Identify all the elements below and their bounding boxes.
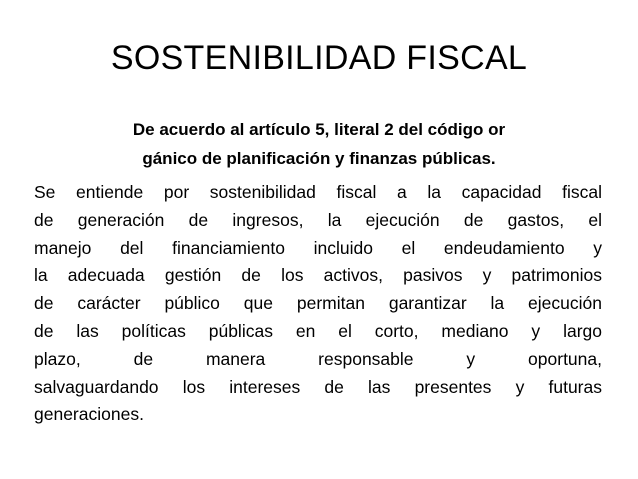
body-line: generaciones. (34, 404, 144, 425)
body-line: plazo, de manera responsable y oportuna, (34, 348, 602, 369)
body-line: de las políticas públicas en el corto, mediano y largo (34, 320, 602, 341)
body-line: manejo del financiamiento incluido el endeudamiento y (34, 237, 602, 258)
subtitle-line: De acuerdo al artículo 5, literal 2 del código or (132, 120, 506, 139)
body-line: de carácter público que permitan garantizar la ejecución (34, 293, 602, 314)
body-line: salvaguardando los intereses de las presentes y futuras (34, 376, 602, 397)
body-paragraph (34, 179, 602, 429)
subtitle-line: gánico de planificación y finanzas públicas. (142, 149, 496, 168)
slide-subtitle (60, 115, 578, 173)
slide-title: SOSTENIBILIDAD FISCAL (110, 39, 528, 77)
body-line: la adecuada gestión de los activos, pasivos y patrimonios (34, 265, 602, 286)
body-line: de generación de ingresos, la ejecución de gastos, el (34, 209, 602, 230)
body-line: Se entiende por sostenibilidad fiscal a la capacidad fiscal (34, 182, 602, 202)
